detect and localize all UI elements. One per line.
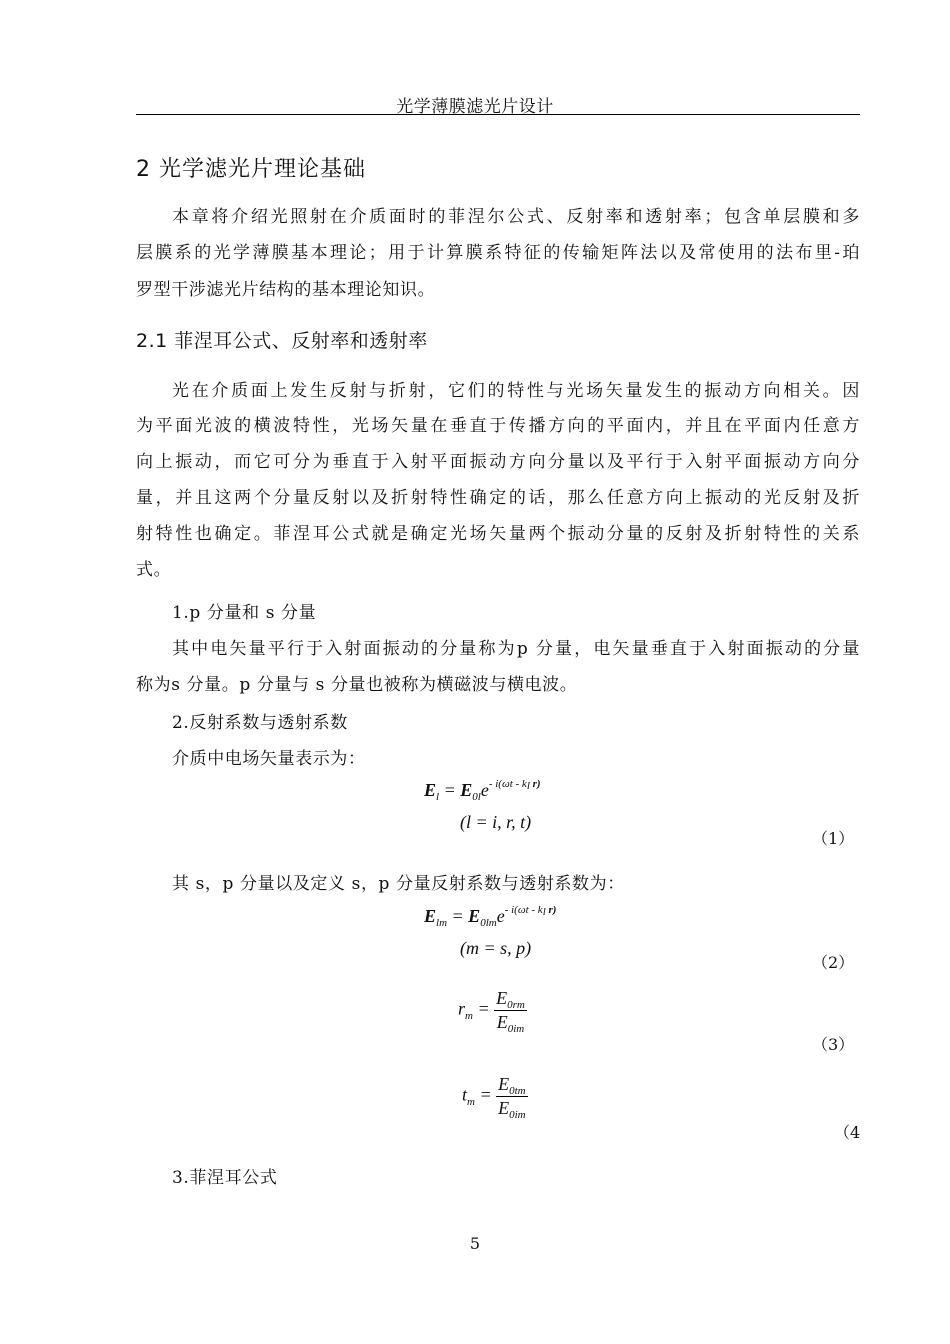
equation-2: $E_{lm} = E_{0lm}e^{- i(\omega t - kl r)}$ <box>424 904 557 929</box>
paragraph-line: 其中电矢量平行于入射面振动的分量称为p 分量，电矢量垂直于入射面振动的分量 <box>172 639 860 659</box>
paragraph-line: 射特性也确定。菲涅耳公式就是确定光场矢量两个振动分量的反射及折射特性的关系 <box>136 524 860 544</box>
chapter-title: 2 光学滤光片理论基础 <box>136 157 366 182</box>
equation-3: $r_m$ = $\frac{E_{0rm}}{E_{0im}}$ <box>458 988 525 1035</box>
intro-line: 罗型干涉滤光片结构的基本理论知识。 <box>136 280 436 300</box>
header-rule <box>136 114 860 115</box>
paragraph-line: 介质中电场矢量表示为： <box>172 749 366 769</box>
page-number: 5 <box>469 1234 481 1253</box>
equation-4: $t_m$ = $\frac{E_{0tm}}{E_{0im}}$ <box>462 1074 526 1121</box>
equation-1-condition: (l = i, r, t) <box>460 812 532 832</box>
paragraph-line: 称为s 分量。p 分量与 s 分量也被称为横磁波与横电波。 <box>136 675 578 695</box>
paragraph-line: 量，并且这两个分量反射以及折射特性确定的话，那么任意方向上振动的光反射及折 <box>136 488 860 508</box>
intro-line: 本章将介绍光照射在介质面时的菲涅尔公式、反射率和透射率；包含单层膜和多 <box>172 207 860 227</box>
equation-number: （4 <box>834 1123 861 1142</box>
item-heading: 3.菲涅耳公式 <box>172 1168 278 1188</box>
paragraph-line: 式。 <box>136 560 172 580</box>
equation-2-condition: (m = s, p) <box>460 938 532 958</box>
equation-number: （1） <box>812 829 855 848</box>
item-heading: 2.反射系数与透射系数 <box>172 713 348 733</box>
section-title: 2.1 菲涅耳公式、反射率和透射率 <box>136 330 428 352</box>
item-heading: 1.p 分量和 s 分量 <box>172 603 317 623</box>
paragraph-line: 其 s，p 分量以及定义 s，p 分量反射系数与透射系数为： <box>172 874 625 894</box>
paragraph-line: 向上振动，而它可分为垂直于入射平面振动方向分量以及平行于入射平面振动方向分 <box>136 452 860 472</box>
equation-number: （3） <box>812 1035 855 1054</box>
paragraph-line: 为平面光波的横波特性，光场矢量在垂直于传播方向的平面内，并且在平面内任意方 <box>136 416 860 436</box>
intro-line: 层膜系的光学薄膜基本理论；用于计算膜系特征的传输矩阵法以及常使用的法布里-珀 <box>136 243 860 263</box>
equation-1: $E_l = E_{0l}e^{- i(\omega t - kl r)}$ <box>424 778 541 803</box>
running-header: 光学薄膜滤光片设计 <box>396 97 554 117</box>
paragraph-line: 光在介质面上发生反射与折射，它们的特性与光场矢量发生的振动方向相关。因 <box>172 381 860 401</box>
equation-number: （2） <box>812 953 855 972</box>
